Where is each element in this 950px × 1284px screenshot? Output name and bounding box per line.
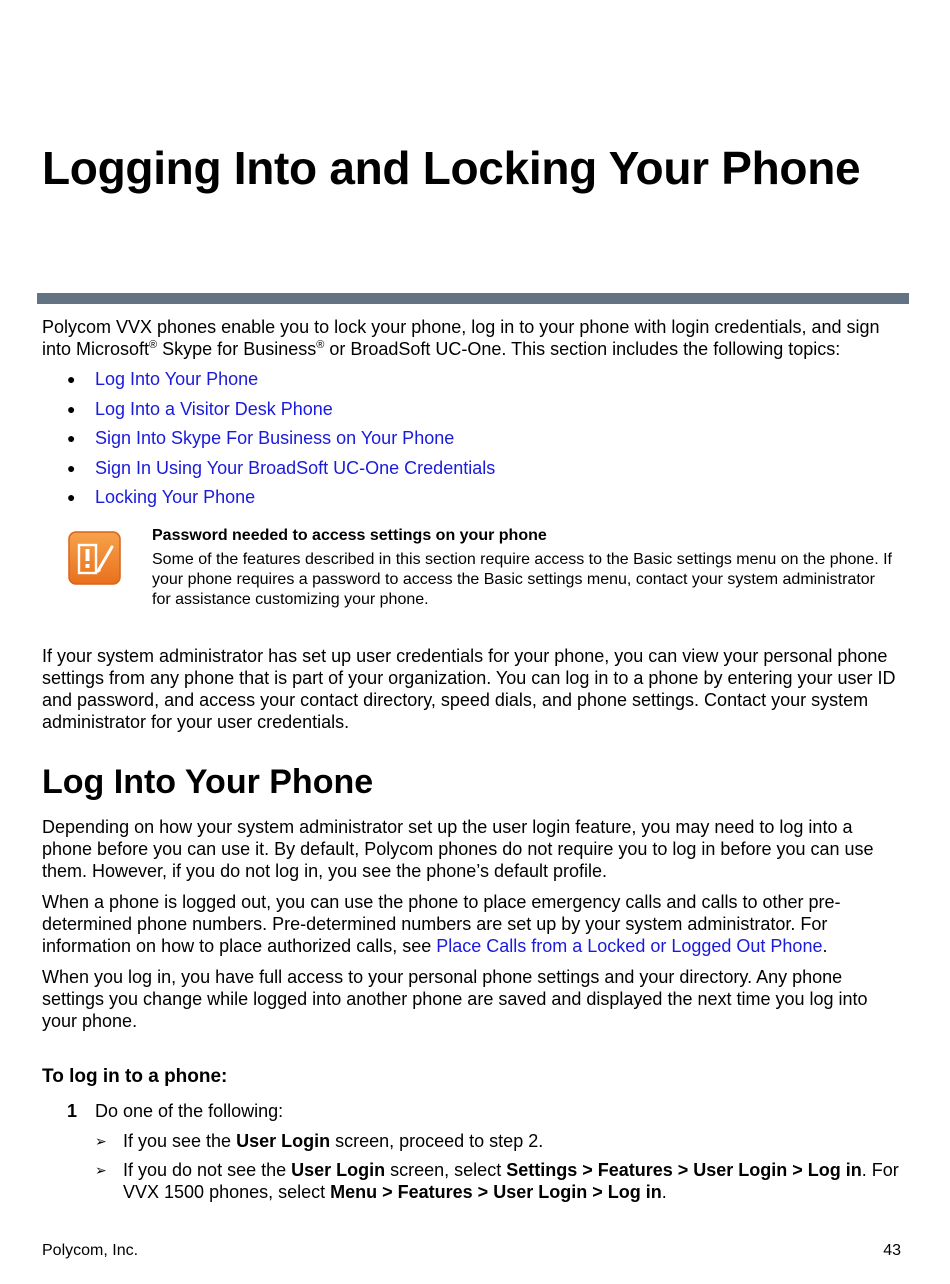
title-rule (37, 293, 909, 304)
bullet-icon: ● (67, 430, 76, 447)
topic-link-broadsoft-uc-one[interactable]: Sign In Using Your BroadSoft UC-One Credentials (95, 457, 496, 478)
bullet-icon: ● (67, 459, 76, 476)
bullet-icon: ● (67, 400, 76, 417)
note-warning-icon (68, 531, 121, 585)
footer-company: Polycom, Inc. (42, 1242, 139, 1259)
arrow-bullet-icon: ➢ (95, 1133, 107, 1149)
footer-page-number: 43 (883, 1242, 901, 1259)
section-paragraph-3: When you log in, you have full access to your personal phone settings and your directory. Any phone settings you change while logged into another phone are saved and displayed the next time you log into your phone. (42, 967, 868, 1031)
credentials-paragraph: If your system administrator has set up user credentials for your phone, you can view your personal phone settings from any phone that is part of your organization. You can log in to a phone by entering your user ID and password, and access your contact directory, speed dials, and phone settings. Contact your system administrator for your user credentials. (42, 646, 896, 732)
section-title: Log Into Your Phone (42, 763, 374, 801)
section-paragraph-1: Depending on how your system administrator set up the user login feature, you may need to log into a phone before you can use it. By default, Polycom phones do not require you to log in before you can use them. However, if you do not log in, you see the phone’s default profile. (42, 817, 874, 881)
arrow-bullet-icon: ➢ (95, 1162, 107, 1178)
place-calls-link[interactable]: Place Calls from a Locked or Logged Out Phone (436, 936, 823, 956)
bullet-icon: ● (67, 489, 76, 506)
topic-link-visitor-desk-phone[interactable]: Log Into a Visitor Desk Phone (95, 398, 333, 419)
step-text: Do one of the following: (95, 1101, 284, 1121)
note-title: Password needed to access settings on your phone (152, 527, 547, 544)
topic-link-log-into-phone[interactable]: Log Into Your Phone (95, 369, 259, 389)
note-body: Some of the features described in this section require access to the Basic settings menu on the phone. If your phone requires a password to access the Basic settings menu, contact your system administrator for assistance customizing your phone. (152, 551, 892, 608)
bullet-icon: ● (67, 371, 76, 387)
substep-2: If you do not see the User Login screen, select Settings > Features > User Login > Log in. For VVX 1500 phones, select Menu > Features > User Login > Log in. (123, 1160, 899, 1202)
step-number: 1 (67, 1101, 78, 1121)
procedure-title: To log in to a phone: (42, 1066, 228, 1087)
topic-link-locking-phone[interactable]: Locking Your Phone (95, 487, 256, 508)
substep-1: If you see the User Login screen, proceed to step 2. (123, 1131, 544, 1151)
topic-link-skype-for-business[interactable]: Sign Into Skype For Business on Your Phone (95, 428, 455, 449)
chapter-title: Logging Into and Locking Your Phone (42, 142, 861, 194)
intro-paragraph: Polycom VVX phones enable you to lock your phone, log in to your phone with login credentials, and sign into Microsoft® Skype for Business® or BroadSoft UC-One. This section includes the following topics: (42, 317, 880, 359)
section-paragraph-2: When a phone is logged out, you can use the phone to place emergency calls and calls to other pre-determined phone numbers. Pre-determined numbers are set up by your system administrator. For information on how to place authorized calls, see Place Calls from a Locked or Logged Out Phone. (42, 892, 841, 956)
